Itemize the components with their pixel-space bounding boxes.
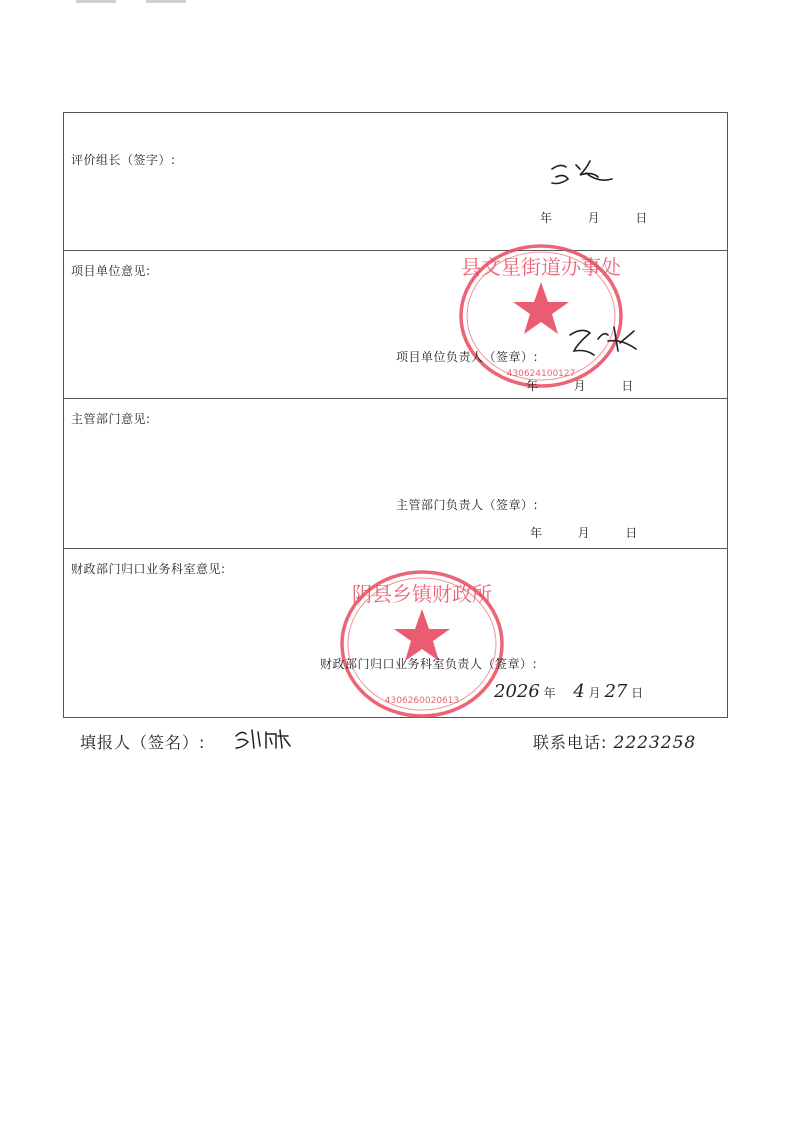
date-month-label: 月 — [588, 686, 601, 700]
date-day-label: 日 — [625, 526, 638, 540]
project-unit-signer-label: 项目单位负责人（签章）: — [396, 350, 539, 364]
section-finance-dept — [64, 549, 727, 719]
filler-label: 填报人（签名）: — [80, 733, 206, 752]
section-project-unit — [64, 251, 727, 399]
date-year-label: 年 — [530, 526, 543, 540]
evaluation-leader-label: 评价组长（签字）: — [71, 153, 176, 167]
project-unit-date — [526, 377, 633, 394]
supervising-dept-label: 主管部门意见: — [71, 412, 151, 426]
project-unit-signature — [564, 321, 644, 361]
phone-row — [533, 730, 696, 753]
seal-name-text: 阴县乡镇财政所 — [352, 582, 492, 606]
project-unit-label: 项目单位意见: — [71, 264, 151, 278]
finance-dept-label: 财政部门归口业务科室意见: — [71, 562, 226, 576]
review-form-table — [63, 112, 728, 718]
supervising-dept-date — [530, 524, 637, 541]
date-day-label: 日 — [631, 686, 644, 700]
date-month-label: 月 — [577, 526, 590, 540]
supervising-dept-signer-label: 主管部门负责人（签章）: — [396, 498, 539, 512]
date-year-label: 年 — [526, 379, 539, 393]
seal-code-text: 4306260020613 — [384, 696, 460, 706]
date-year-label: 年 — [543, 686, 556, 700]
seal-code-text: 430624100127 — [506, 369, 576, 379]
phone-value: 2223258 — [613, 733, 697, 753]
scan-top-marks — [76, 0, 196, 4]
section-supervising-dept — [64, 399, 727, 549]
date-month-value: 4 — [573, 681, 585, 702]
finance-dept-seal — [338, 567, 506, 721]
date-month-label: 月 — [587, 211, 600, 225]
date-day-label: 日 — [635, 211, 648, 225]
date-year-label: 年 — [540, 211, 553, 225]
date-day-label: 日 — [621, 379, 634, 393]
finance-dept-signer-label: 财政部门归口业务科室负责人（签章）: — [320, 657, 538, 671]
seal-name-text: 县文星街道办事处 — [461, 255, 621, 279]
date-month-label: 月 — [573, 379, 586, 393]
date-day-value: 27 — [604, 681, 628, 702]
evaluation-leader-date — [540, 209, 647, 226]
filler-signature — [232, 726, 294, 752]
date-year-value: 2026 — [494, 681, 540, 702]
evaluation-leader-signature — [546, 155, 626, 189]
project-unit-seal — [457, 244, 625, 394]
phone-label: 联系电话: — [533, 733, 608, 752]
finance-dept-date — [494, 681, 643, 702]
section-evaluation-leader — [64, 113, 727, 251]
